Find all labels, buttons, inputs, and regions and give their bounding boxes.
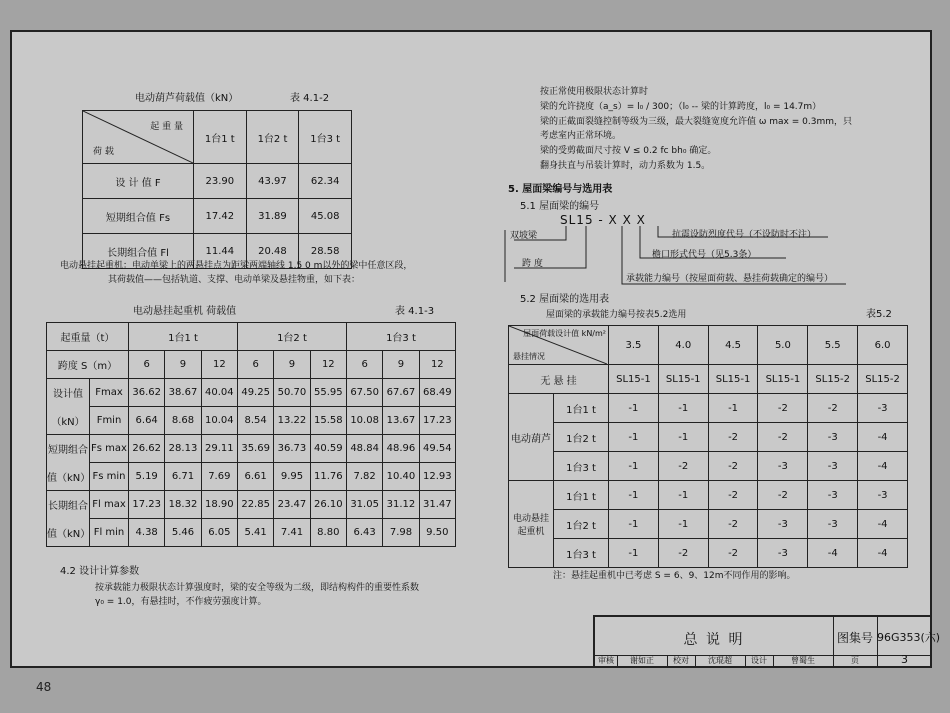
table2-cell: 9.50 bbox=[419, 519, 455, 547]
table3-cell: -2 bbox=[658, 539, 708, 568]
table1-row-label: 短期组合值 Fs bbox=[83, 199, 194, 234]
shenhe-label: 审核 bbox=[598, 656, 614, 665]
label-shuangpo: 双坡梁 bbox=[510, 231, 538, 241]
table3-cell: -2 bbox=[658, 452, 708, 481]
right-p1: 按正常使用极限状态计算时 bbox=[540, 87, 649, 97]
section-5-2-sub: 屋面梁的承载能力编号按表5.2选用 bbox=[546, 310, 687, 320]
table3-cell: -4 bbox=[858, 539, 908, 568]
table3-cell: -2 bbox=[758, 481, 808, 510]
table2-group-label: 短期组合 bbox=[47, 435, 90, 463]
table2-span: 6 bbox=[129, 351, 165, 379]
table3-cell: -1 bbox=[609, 423, 659, 452]
table2-cell: 10.04 bbox=[201, 407, 237, 435]
table2-cell: 29.11 bbox=[201, 435, 237, 463]
section-4-2-title: 4.2 设计计算参数 bbox=[60, 566, 140, 577]
table2-span: 12 bbox=[419, 351, 455, 379]
table3-col-header: 4.0 bbox=[658, 326, 708, 365]
table1-col-header: 1台1 t bbox=[194, 111, 247, 164]
table3-cell: SL15-1 bbox=[609, 365, 659, 394]
table2-cell: 7.98 bbox=[383, 519, 419, 547]
table2-sub-label: Fs min bbox=[90, 463, 129, 491]
table3-sub-label: 1台3 t bbox=[554, 452, 609, 481]
sheji-label: 设计 bbox=[751, 656, 767, 665]
page-label: 页 bbox=[851, 656, 859, 665]
table3-cell: -1 bbox=[609, 452, 659, 481]
table2-cell: 10.08 bbox=[346, 407, 382, 435]
table3-cell: -3 bbox=[808, 481, 858, 510]
table3-group-label: 电动悬挂起重机 bbox=[509, 481, 554, 568]
table2-cell: 5.46 bbox=[165, 519, 201, 547]
table2-cell: 49.25 bbox=[237, 379, 273, 407]
table3-cell: -4 bbox=[858, 510, 908, 539]
table3-col-header: 6.0 bbox=[858, 326, 908, 365]
label-kangzhen: 抗震设防烈度代号（不设防时不注） bbox=[672, 230, 817, 240]
table3-cell: SL15-2 bbox=[858, 365, 908, 394]
table3-sub-label: 1台2 t bbox=[554, 423, 609, 452]
table1-cell: 20.48 bbox=[246, 234, 299, 269]
table2-cell: 67.50 bbox=[346, 379, 382, 407]
table2-cell: 48.96 bbox=[383, 435, 419, 463]
beam-selection-table bbox=[508, 325, 908, 568]
table2-group-label: 值（kN） bbox=[47, 463, 90, 491]
table1-cell: 43.97 bbox=[246, 164, 299, 199]
table3-sub-label: 1台2 t bbox=[554, 510, 609, 539]
table2-cell: 5.19 bbox=[129, 463, 165, 491]
table2-cell: 31.12 bbox=[383, 491, 419, 519]
table2-cell: 67.67 bbox=[383, 379, 419, 407]
table3-cell: -2 bbox=[808, 394, 858, 423]
right-p5: 梁的受剪截面尺寸按 V ≤ 0.2 fc bh₀ 确定。 bbox=[540, 146, 717, 156]
table2-cell: 12.93 bbox=[419, 463, 455, 491]
table3-diagonal-header bbox=[509, 326, 609, 365]
table2-cell: 50.70 bbox=[274, 379, 310, 407]
table2-cell: 18.90 bbox=[201, 491, 237, 519]
table3-note: 注：悬挂起重机中已考虑 S = 6、9、12m不同作用的影响。 bbox=[553, 571, 796, 581]
table3-cell: SL15-1 bbox=[758, 365, 808, 394]
table2-group-header: 1台2 t bbox=[237, 323, 346, 351]
table2-span: 12 bbox=[310, 351, 346, 379]
table2-cell: 38.67 bbox=[165, 379, 201, 407]
table2-cell: 28.13 bbox=[165, 435, 201, 463]
note1-line2: 其荷载值——包括轨道、支撑、电动单梁及悬挂物重，如下表： bbox=[108, 275, 361, 285]
page-number-box: 3 bbox=[901, 653, 908, 666]
table2-cell: 6.64 bbox=[129, 407, 165, 435]
table2-cell: 13.22 bbox=[274, 407, 310, 435]
table1-row-label: 长期组合值 Fl bbox=[83, 234, 194, 269]
table3-cell: SL15-2 bbox=[808, 365, 858, 394]
table2-cell: 17.23 bbox=[129, 491, 165, 519]
atlas-label: 图集号 bbox=[836, 631, 873, 645]
table2-span: 9 bbox=[165, 351, 201, 379]
table2-cell: 31.47 bbox=[419, 491, 455, 519]
table3-header-bottom: 悬挂情况 bbox=[513, 352, 545, 361]
document-title: 总 说 明 bbox=[683, 632, 745, 648]
table2-row0-label: 起重量（t） bbox=[47, 323, 129, 351]
table3-cell: -1 bbox=[609, 510, 659, 539]
table3-cell: -4 bbox=[808, 539, 858, 568]
table3-group-label: 电动葫芦 bbox=[509, 394, 554, 481]
table3-cell: -2 bbox=[758, 394, 808, 423]
table1-cell: 23.90 bbox=[194, 164, 247, 199]
section-4-2-line1: 按承载能力极限状态计算强度时，梁的安全等级为二级，即结构构件的重要性系数 bbox=[95, 583, 420, 593]
table1-header-bottom: 荷 载 bbox=[93, 147, 114, 157]
table1-cell: 17.42 bbox=[194, 199, 247, 234]
right-p4: 考虑室内正常环境。 bbox=[540, 131, 622, 141]
table3-sub-label: 1台1 t bbox=[554, 481, 609, 510]
table3-header-top: 屋面荷载设计值 kN/m² bbox=[523, 329, 606, 338]
table3-cell: -2 bbox=[758, 423, 808, 452]
table3-cell: -4 bbox=[858, 423, 908, 452]
label-chengzai: 承载能力编号（按屋面荷载、悬挂荷载确定的编号） bbox=[626, 274, 834, 284]
table3-cell: SL15-1 bbox=[658, 365, 708, 394]
section-5-2-title: 5.2 屋面梁的选用表 bbox=[520, 294, 610, 305]
table2-cell: 6.71 bbox=[165, 463, 201, 491]
table2-cell: 8.68 bbox=[165, 407, 201, 435]
title-block bbox=[593, 615, 941, 667]
table3-cell: -2 bbox=[708, 510, 758, 539]
table3-cell: -3 bbox=[758, 452, 808, 481]
right-p6: 翻身扶直与吊装计算时，动力系数为 1.5。 bbox=[540, 161, 711, 171]
table2-group-header: 1台1 t bbox=[129, 323, 238, 351]
table2-group-label: （kN） bbox=[47, 407, 90, 435]
table3-cell: -2 bbox=[708, 539, 758, 568]
table3-cell: -1 bbox=[609, 481, 659, 510]
jiaodui-label: 校对 bbox=[673, 656, 689, 665]
table2-cell: 31.05 bbox=[346, 491, 382, 519]
table2-cell: 17.23 bbox=[419, 407, 455, 435]
table2-cell: 22.85 bbox=[237, 491, 273, 519]
table2-row1-label: 跨度 S（m） bbox=[47, 351, 129, 379]
section-4-2-line2: γ₀ = 1.0，有悬挂时，不作疲劳强度计算。 bbox=[95, 597, 267, 607]
table3-col-header: 3.5 bbox=[609, 326, 659, 365]
right-p2: 梁的允许挠度（a_s）= l₀ / 300；（l₀ -- 梁的计算跨度，l₀ = 14.7m） bbox=[540, 102, 822, 112]
table3-cell: -1 bbox=[609, 539, 659, 568]
table3-cell: -1 bbox=[658, 423, 708, 452]
table1-cell: 28.58 bbox=[299, 234, 352, 269]
label-kuadu: 跨 度 bbox=[522, 259, 543, 269]
table2-cell: 35.69 bbox=[237, 435, 273, 463]
sheji-name: 曾蜀生 bbox=[791, 656, 815, 665]
note1-line1: 电动悬挂起重机：电动单梁上的两悬挂点为距梁两端轴线 1.5 0 m以外的梁中任意区段， bbox=[60, 261, 413, 271]
table3-col-header: 5.0 bbox=[758, 326, 808, 365]
right-p3: 梁的正截面裂缝控制等级为三级，最大裂缝宽度允许值 ω max = 0.3mm，只 bbox=[540, 117, 852, 127]
table1-row-label: 设 计 值 F bbox=[83, 164, 194, 199]
table2-number: 表 4.1-3 bbox=[395, 306, 435, 317]
table2-cell: 15.58 bbox=[310, 407, 346, 435]
shenhe-name: 谢如正 bbox=[630, 656, 654, 665]
beam-code: SL15 - X X X bbox=[560, 213, 646, 227]
table2-caption: 电动悬挂起重机 荷载值 bbox=[133, 306, 237, 317]
table3-cell: -3 bbox=[758, 539, 808, 568]
table2-cell: 5.41 bbox=[237, 519, 273, 547]
table3-cell: -1 bbox=[658, 394, 708, 423]
table2-cell: 26.62 bbox=[129, 435, 165, 463]
table3-cell: -2 bbox=[708, 423, 758, 452]
table2-cell: 18.32 bbox=[165, 491, 201, 519]
table2-cell: 9.95 bbox=[274, 463, 310, 491]
table1-cell: 62.34 bbox=[299, 164, 352, 199]
table3-cell: -2 bbox=[708, 481, 758, 510]
table3-cell: -3 bbox=[808, 510, 858, 539]
table3-cell: -4 bbox=[858, 452, 908, 481]
table3-cell: -3 bbox=[808, 423, 858, 452]
table2-cell: 11.76 bbox=[310, 463, 346, 491]
table2-sub-label: Fl max bbox=[90, 491, 129, 519]
table2-cell: 55.95 bbox=[310, 379, 346, 407]
table2-sub-label: Fl min bbox=[90, 519, 129, 547]
table2-cell: 40.04 bbox=[201, 379, 237, 407]
table1-cell: 11.44 bbox=[194, 234, 247, 269]
table2-cell: 6.61 bbox=[237, 463, 273, 491]
table3-cell: SL15-1 bbox=[708, 365, 758, 394]
table2-cell: 36.73 bbox=[274, 435, 310, 463]
table2-cell: 7.82 bbox=[346, 463, 382, 491]
table3-cell: -1 bbox=[609, 394, 659, 423]
table2-span: 9 bbox=[274, 351, 310, 379]
table3-col-header: 4.5 bbox=[708, 326, 758, 365]
table3-number: 表5.2 bbox=[866, 309, 892, 320]
table1-cell: 45.08 bbox=[299, 199, 352, 234]
table1-col-header: 1台3 t bbox=[299, 111, 352, 164]
table2-span: 9 bbox=[383, 351, 419, 379]
section-5-title: 5. 屋面梁编号与选用表 bbox=[508, 184, 613, 195]
table2-sub-label: Fs max bbox=[90, 435, 129, 463]
table1-cell: 31.89 bbox=[246, 199, 299, 234]
table2-cell: 6.05 bbox=[201, 519, 237, 547]
section-5-1-title: 5.1 屋面梁的编号 bbox=[520, 201, 600, 212]
table3-cell: -1 bbox=[708, 394, 758, 423]
table1-header-top: 起 重 量 bbox=[150, 122, 183, 132]
table3-col-header: 5.5 bbox=[808, 326, 858, 365]
table2-sub-label: Fmax bbox=[90, 379, 129, 407]
table3-cell: -3 bbox=[858, 481, 908, 510]
table2-group-label: 值（kN） bbox=[47, 519, 90, 547]
table2-cell: 7.69 bbox=[201, 463, 237, 491]
table2-cell: 8.80 bbox=[310, 519, 346, 547]
table3-none-label: 无 悬 挂 bbox=[509, 365, 609, 394]
table2-cell: 26.10 bbox=[310, 491, 346, 519]
table2-cell: 40.59 bbox=[310, 435, 346, 463]
table2-sub-label: Fmin bbox=[90, 407, 129, 435]
table2-span: 6 bbox=[237, 351, 273, 379]
table2-group-label: 设计值 bbox=[47, 379, 90, 407]
table2-cell: 6.43 bbox=[346, 519, 382, 547]
table2-cell: 4.38 bbox=[129, 519, 165, 547]
table3-sub-label: 1台3 t bbox=[554, 539, 609, 568]
table2-cell: 49.54 bbox=[419, 435, 455, 463]
table2-group-label: 长期组合 bbox=[47, 491, 90, 519]
table2-cell: 7.41 bbox=[274, 519, 310, 547]
table2-span: 12 bbox=[201, 351, 237, 379]
table1-col-header: 1台2 t bbox=[246, 111, 299, 164]
label-yankou: 檐口形式代号（见5.3条） bbox=[652, 250, 757, 260]
page-number: 48 bbox=[36, 680, 52, 694]
table2-span: 6 bbox=[346, 351, 382, 379]
table2-cell: 13.67 bbox=[383, 407, 419, 435]
table3-cell: -3 bbox=[858, 394, 908, 423]
table2-cell: 36.62 bbox=[129, 379, 165, 407]
table3-cell: -3 bbox=[808, 452, 858, 481]
table3-sub-label: 1台1 t bbox=[554, 394, 609, 423]
table2-group-header: 1台3 t bbox=[346, 323, 455, 351]
table1-caption: 电动葫芦荷载值（kN） bbox=[135, 93, 239, 104]
table2-cell: 68.49 bbox=[419, 379, 455, 407]
table2-cell: 8.54 bbox=[237, 407, 273, 435]
table3-cell: -2 bbox=[708, 452, 758, 481]
table3-cell: -1 bbox=[658, 481, 708, 510]
atlas-number: 96G353(六) bbox=[877, 631, 941, 644]
table1-number: 表 4.1-2 bbox=[290, 93, 330, 104]
table3-cell: -1 bbox=[658, 510, 708, 539]
jiaodui-name: 沈琨超 bbox=[708, 656, 732, 665]
table2-cell: 10.40 bbox=[383, 463, 419, 491]
table2-cell: 23.47 bbox=[274, 491, 310, 519]
table3-cell: -3 bbox=[758, 510, 808, 539]
table2-cell: 48.84 bbox=[346, 435, 382, 463]
